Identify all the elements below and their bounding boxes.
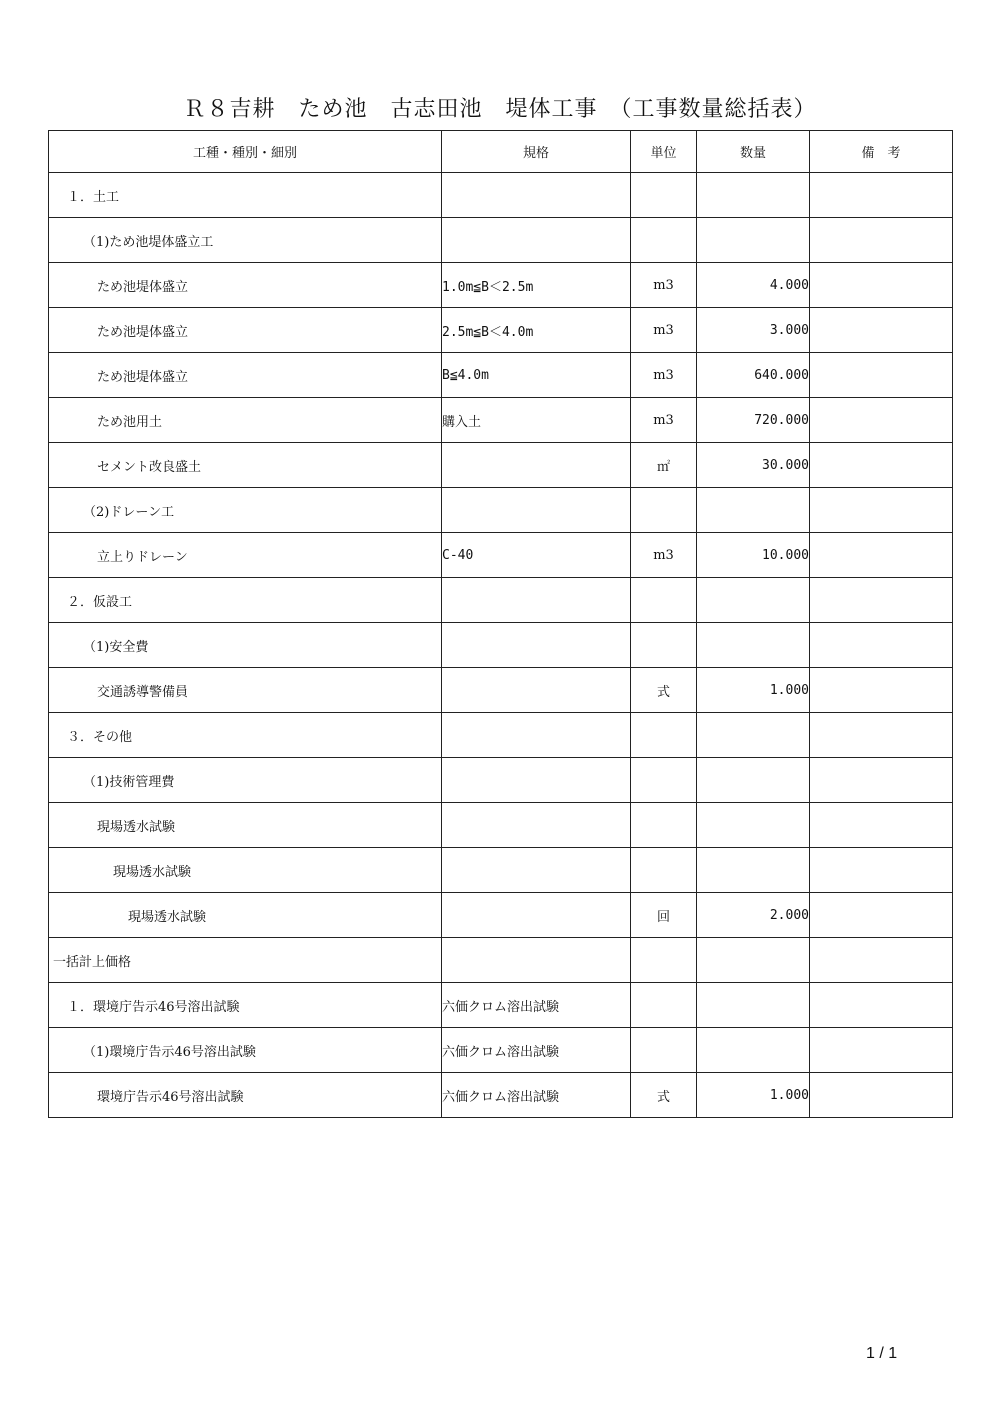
spec-cell [442, 668, 631, 713]
spec-cell: 六価クロム溶出試験 [442, 1028, 631, 1073]
remarks-cell [810, 173, 953, 218]
table-row [49, 938, 953, 983]
spec-cell [442, 758, 631, 803]
table-row [49, 848, 953, 893]
remarks-cell [810, 893, 953, 938]
remarks-cell [810, 443, 953, 488]
remarks-cell [810, 848, 953, 893]
remarks-cell [810, 1073, 953, 1118]
item-name-cell: 立上りドレーン [49, 533, 442, 578]
remarks-cell [810, 713, 953, 758]
item-name-cell: セメント改良盛土 [49, 443, 442, 488]
item-name-cell: （1)ため池堤体盛立工 [49, 218, 442, 263]
table-row [49, 578, 953, 623]
unit-cell: m3 [631, 398, 697, 443]
unit-cell [631, 758, 697, 803]
table-row [49, 173, 953, 218]
table-row [49, 803, 953, 848]
spec-cell [442, 803, 631, 848]
header-quantity: 数量 [697, 131, 810, 173]
table-row [49, 758, 953, 803]
unit-cell: m3 [631, 353, 697, 398]
spec-cell: C-40 [442, 533, 631, 578]
spec-cell [442, 173, 631, 218]
table-row [49, 623, 953, 668]
table-row [49, 308, 953, 353]
header-unit: 単位 [631, 131, 697, 173]
spec-cell: 1.0m≦B＜2.5m [442, 263, 631, 308]
table-row [49, 443, 953, 488]
spec-cell: 購入土 [442, 398, 631, 443]
quantity-cell: 30.000 [697, 443, 810, 488]
item-name-cell: ため池堤体盛立 [49, 263, 442, 308]
quantity-cell [697, 173, 810, 218]
header-item: 工種・種別・細別 [49, 131, 442, 173]
remarks-cell [810, 353, 953, 398]
item-name-cell: 現場透水試験 [49, 803, 442, 848]
item-name-cell: 現場透水試験 [49, 848, 442, 893]
item-name-cell: ため池用土 [49, 398, 442, 443]
quantity-cell [697, 803, 810, 848]
spec-cell [442, 218, 631, 263]
spec-cell: B≦4.0m [442, 353, 631, 398]
spec-cell: 六価クロム溶出試験 [442, 983, 631, 1028]
header-remarks: 備 考 [810, 131, 953, 173]
quantity-cell: 3.000 [697, 308, 810, 353]
remarks-cell [810, 488, 953, 533]
item-name-cell: 一括計上価格 [49, 938, 442, 983]
header-spec: 規格 [442, 131, 631, 173]
quantity-cell [697, 1028, 810, 1073]
unit-cell: ㎡ [631, 443, 697, 488]
remarks-cell [810, 803, 953, 848]
remarks-cell [810, 983, 953, 1028]
spec-cell [442, 578, 631, 623]
unit-cell [631, 938, 697, 983]
quantity-cell [697, 983, 810, 1028]
quantity-cell [697, 758, 810, 803]
unit-cell: m3 [631, 308, 697, 353]
remarks-cell [810, 308, 953, 353]
unit-cell: 回 [631, 893, 697, 938]
quantity-cell [697, 713, 810, 758]
table-row [49, 983, 953, 1028]
document-title: Ｒ８吉耕 ため池 古志田池 堤体工事 （工事数量総括表） [183, 97, 817, 122]
table-row [49, 893, 953, 938]
remarks-cell [810, 578, 953, 623]
item-name-cell: （1)安全費 [49, 623, 442, 668]
unit-cell [631, 713, 697, 758]
item-name-cell: ２．仮設工 [49, 578, 442, 623]
spec-cell [442, 893, 631, 938]
table-row [49, 488, 953, 533]
unit-cell [631, 848, 697, 893]
remarks-cell [810, 398, 953, 443]
table-row [49, 1028, 953, 1073]
item-name-cell: （1)環境庁告示46号溶出試験 [49, 1028, 442, 1073]
table-row [49, 533, 953, 578]
spec-cell [442, 443, 631, 488]
remarks-cell [810, 263, 953, 308]
unit-cell: 式 [631, 668, 697, 713]
item-name-cell: 交通誘導警備員 [49, 668, 442, 713]
table-body [49, 173, 953, 1118]
unit-cell: m3 [631, 263, 697, 308]
item-name-cell: ため池堤体盛立 [49, 308, 442, 353]
spec-cell: 六価クロム溶出試験 [442, 1073, 631, 1118]
quantity-cell: 10.000 [697, 533, 810, 578]
quantity-cell: 1.000 [697, 668, 810, 713]
item-name-cell: 現場透水試験 [49, 893, 442, 938]
item-name-cell: １．環境庁告示46号溶出試験 [49, 983, 442, 1028]
page-number: 1 / 1 [866, 1345, 898, 1362]
quantity-cell [697, 578, 810, 623]
unit-cell: 式 [631, 1073, 697, 1118]
remarks-cell [810, 938, 953, 983]
quantity-cell [697, 848, 810, 893]
spec-cell: 2.5m≦B＜4.0m [442, 308, 631, 353]
quantity-cell: 4.000 [697, 263, 810, 308]
unit-cell [631, 1028, 697, 1073]
unit-cell [631, 173, 697, 218]
spec-cell [442, 848, 631, 893]
item-name-cell: ため池堤体盛立 [49, 353, 442, 398]
remarks-cell [810, 533, 953, 578]
item-name-cell: （2)ドレーン工 [49, 488, 442, 533]
remarks-cell [810, 1028, 953, 1073]
remarks-cell [810, 623, 953, 668]
quantity-cell [697, 938, 810, 983]
item-name-cell: （1)技術管理費 [49, 758, 442, 803]
quantity-cell: 1.000 [697, 1073, 810, 1118]
quantity-cell: 640.000 [697, 353, 810, 398]
unit-cell [631, 578, 697, 623]
unit-cell: m3 [631, 533, 697, 578]
table-header [49, 131, 953, 173]
quantity-cell: 720.000 [697, 398, 810, 443]
spec-cell [442, 488, 631, 533]
quantity-summary-table [48, 130, 953, 1118]
quantity-cell [697, 488, 810, 533]
item-name-cell: １．土工 [49, 173, 442, 218]
unit-cell [631, 803, 697, 848]
table-row [49, 668, 953, 713]
item-name-cell: 環境庁告示46号溶出試験 [49, 1073, 442, 1118]
unit-cell [631, 983, 697, 1028]
header-row [49, 131, 953, 173]
table-row [49, 218, 953, 263]
quantity-cell [697, 218, 810, 263]
table-row [49, 263, 953, 308]
item-name-cell: ３．その他 [49, 713, 442, 758]
unit-cell [631, 488, 697, 533]
quantity-cell: 2.000 [697, 893, 810, 938]
spec-cell [442, 623, 631, 668]
table-row [49, 1073, 953, 1118]
quantity-cell [697, 623, 810, 668]
remarks-cell [810, 218, 953, 263]
spec-cell [442, 938, 631, 983]
spec-cell [442, 713, 631, 758]
table-row [49, 353, 953, 398]
unit-cell [631, 218, 697, 263]
unit-cell [631, 623, 697, 668]
remarks-cell [810, 668, 953, 713]
remarks-cell [810, 758, 953, 803]
table-row [49, 398, 953, 443]
table-row [49, 713, 953, 758]
